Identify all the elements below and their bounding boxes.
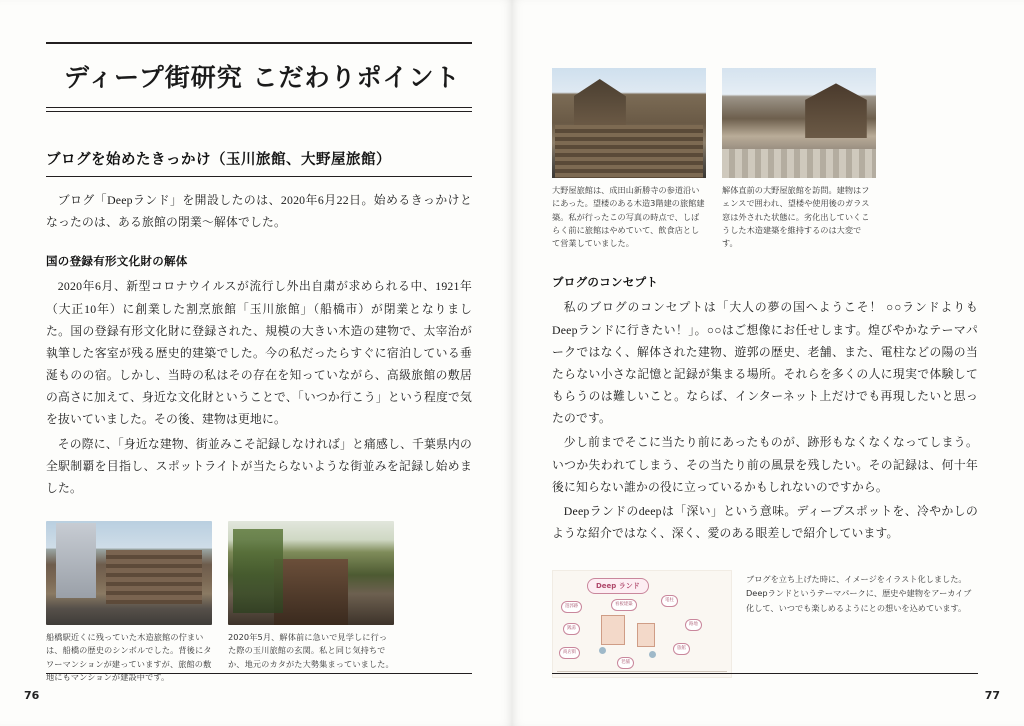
figure-caption: 解体直前の大野屋旅館を訪問。建物はフェンスで囲われ、望楼や使用後のガラス窓は外された状態に。劣化出していくこうした木造建築を維持するのは大変です。 [722,185,870,249]
lead-paragraph: ブログ「Deepランド」を開設したのは、2020年6月22日。始めるきっかけとなったのは、ある旅館の閉業〜解体でした。 [46,193,472,230]
body-paragraph: その際に、「身近な建物、街並みこそ記録しなければ」と痛感し、千葉県内の全駅制覇を目指し、スポットライトが当たらないような街並みを記録し始めました。 [46,436,472,495]
figure [46,521,212,684]
chapter-rule-bottom-2 [46,111,472,112]
body-paragraph: Deepランドのdeepは「深い」という意味。ディープスポットを、冷やかしのような紹介ではなく、深く、愛のある眼差しで紹介しています。 [552,503,978,541]
illustration-bubble: 遊郭跡 [561,601,582,612]
figure-caption: 大野屋旅館は、成田山新勝寺の参道沿いにあった。望楼のある木造3階建の旅館建築。私が行ったこの写真の時点で、しばらく前に旅館はやめていて、飲食店として営業していました。 [552,185,705,249]
left-figure-row [46,521,472,684]
page-number: 76 [24,689,40,702]
deep-land-illustration [552,570,732,678]
sub-heading: 国の登録有形文化財の解体 [46,254,188,269]
illustration-bubble: 旅館 [673,643,690,654]
chapter-title: ディープ街研究 こだわりポイント [64,63,461,92]
illustration-block [552,570,978,678]
page-number: 77 [984,689,1000,702]
illustration-banner: Deep ランド [587,578,649,594]
body-paragraph: 少し前までそこに当たり前にあったものが、跡形もなくなくなってしまう。いつか失われてしまう、その当たり前の風景を残したい。その記録は、何十年後に知らない誰かの役に立っているかもしれないのですから。 [552,435,978,494]
tamagawa-entrance-photo [228,521,394,625]
right-figure-row [552,68,978,250]
sub-heading: ブログのコンセプト [552,275,659,290]
illustration-building-shape [637,623,655,647]
illustration-figure-dot [649,651,656,658]
illustration-bubble: 路地 [685,619,702,630]
footer-rule [552,673,978,674]
footer-rule [46,673,472,674]
figure [228,521,394,684]
illustration-bubble: 看板建築 [611,599,637,610]
illustration-bubble: 銭湯 [563,623,580,634]
figure [552,68,706,250]
right-page [512,0,1024,726]
figure [722,68,876,250]
tamagawa-ryokan-photo [46,521,212,625]
oonoya-ryokan-photo [552,68,706,178]
oonoya-demolition-photo [722,68,876,178]
illustration-bubble: 電柱 [661,595,678,606]
illustration-bubble: 商店街 [559,647,580,658]
illustration-bubble: 老舗 [617,657,634,668]
figure-caption: 2020年5月、解体前に急いで見学しに行った際の玉川旅館の玄関。私と同じ気持ちでか、地元のカタがた大勢集まっていました。 [228,632,394,669]
body-paragraph: 私のブログのコンセプトは「大人の夢の国へようこそ！ ○○ランドよりも Deepランドに行きたい！」。○○はご想像にお任せします。煌びやかなテーマパークではなく、解体された建物、遊郭の歴史、老舗、また、電柱などの陽の当たらない小さな記憶と記録が集まる場所。それらを多くの人に現実で体験してもらうのは難しいこと。ならば、インターネット上だけでも再現したいと思ったのです。 [552,300,978,426]
figure-caption: 船橋駅近くに残っていた木造旅館の佇まいは、船橋の歴史のシンボルでした。背後にタワーマンションが建っていますが、旅館の敷地にもマンションが建設中です。 [46,632,212,682]
illustration-caption: ブログを立ち上げた時に、イメージをイラスト化しました。Deepランドというテーマパークに、歴史や建物をアーカイブ化して、いつでも楽しめるようにとの想いを込めています。 [746,574,972,613]
section-heading: ブログを始めたきっかけ（玉川旅館、大野屋旅館） [46,148,472,177]
chapter-rule-bottom [46,107,472,108]
illustration-building-shape [601,615,625,645]
illustration-figure-dot [599,647,606,654]
body-paragraph: 2020年6月、新型コロナウイルスが流行し外出自粛が求められる中、1921年（大正10年）に創業した割烹旅館「玉川旅館」（船橋市）が閉業となりました。国の登録有形文化財に登録された、規模の大きい木造の建物で、太宰治が執筆した客室が残る歴史的建築でした。今の私だったらすぐに宿泊している垂涎ものの宿。しかし、当時の私はその存在を知っていながら、高級旅館の敷居の高さに加えて、身近な文化財ということで、「いつか行こう」という程度で気を抜いていました。その後、建物は更地に。 [46,279,472,427]
